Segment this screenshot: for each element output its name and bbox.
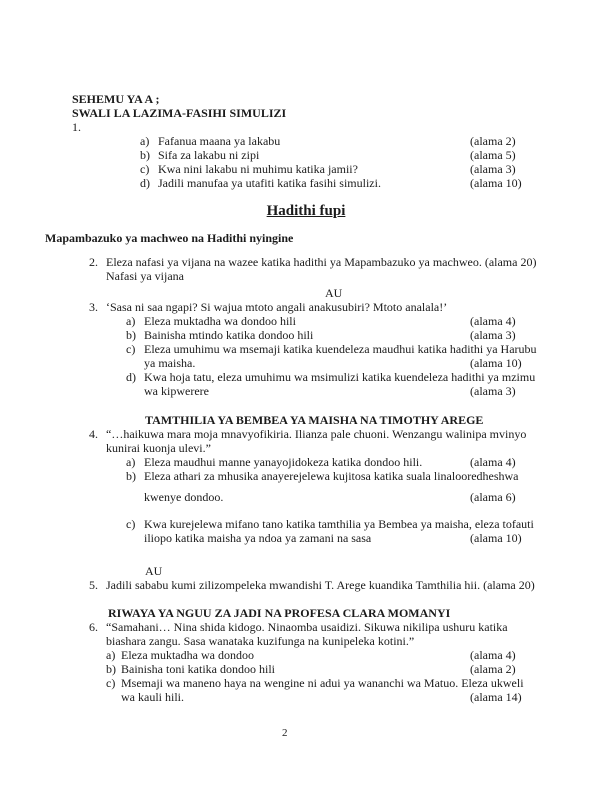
question-6-item-b bbox=[0, 662, 612, 676]
question-6-quote-continuation: biashara zangu. Sasa wanataka kuzifunga na kunipeleka kotini.” bbox=[106, 634, 415, 648]
question-6-item-c-continuation bbox=[0, 690, 612, 704]
marks-label: (alama 3) bbox=[470, 162, 516, 176]
question-number: 2. bbox=[89, 255, 98, 269]
question-4 bbox=[0, 427, 612, 441]
item-text: Eleza maudhui manne yanayojidokeza katika dondoo hili. bbox=[144, 455, 423, 469]
riwaya-section-heading: RIWAYA YA NGUU ZA JADI NA PROFESA CLARA MOMANYI bbox=[108, 606, 451, 620]
item-text: Kwa hoja tatu, eleza umuhimu wa msimulizi katika kuendeleza hadithi ya mzimu bbox=[144, 370, 536, 384]
marks-label: (alama 14) bbox=[470, 690, 522, 704]
marks-label: (alama 5) bbox=[470, 148, 516, 162]
item-text: kwenye dondoo. bbox=[144, 490, 224, 504]
section-a-heading-line2: SWALI LA LAZIMA-FASIHI SIMULIZI bbox=[72, 106, 287, 120]
question-number: 4. bbox=[89, 427, 98, 441]
marks-label: (alama 20) bbox=[483, 578, 535, 592]
question-4-item-b bbox=[0, 469, 612, 483]
page-content bbox=[0, 92, 612, 704]
question-6 bbox=[0, 620, 612, 634]
item-letter: b) bbox=[140, 148, 150, 162]
item-text: ya maisha. bbox=[144, 356, 196, 370]
question-text: Jadili sababu kumi zilizompeleka mwandishi T. Arege kuandika Tamthilia hii. bbox=[106, 578, 481, 592]
tamthilia-section-heading: TAMTHILIA YA BEMBEA YA MAISHA NA TIMOTHY AREGE bbox=[145, 413, 484, 427]
hadithi-fupi-title: Hadithi fupi bbox=[266, 203, 346, 219]
item-text: Kwa nini lakabu ni muhimu katika jamii? bbox=[158, 162, 358, 176]
item-letter: a) bbox=[106, 648, 116, 662]
item-letter: b) bbox=[126, 328, 136, 342]
question-number: 5. bbox=[89, 578, 98, 592]
item-text: wa kipwerere bbox=[144, 384, 209, 398]
marks-label: (alama 6) bbox=[470, 490, 516, 504]
item-letter: a) bbox=[126, 455, 136, 469]
question-text: Eleza nafasi ya vijana na wazee katika hadithi ya Mapambazuko ya machweo. bbox=[106, 255, 482, 269]
question-6-item-c bbox=[0, 676, 612, 690]
question-1-number: 1. bbox=[72, 120, 81, 134]
item-text: Fafanua maana ya lakabu bbox=[158, 134, 281, 148]
question-3-item-d-continuation bbox=[0, 384, 612, 398]
question-4-item-c-continuation bbox=[0, 531, 612, 545]
item-letter: a) bbox=[126, 314, 136, 328]
question-3 bbox=[0, 300, 612, 314]
item-letter: c) bbox=[140, 162, 150, 176]
question-4-quote-continuation: kunirai kuonja ulevi.” bbox=[106, 441, 211, 455]
quote-line: “Samahani… Nina shida kidogo. Ninaomba usaidizi. Sikuwa nikilipa ushuru katika bbox=[106, 620, 508, 634]
item-letter: c) bbox=[126, 342, 136, 356]
item-letter: d) bbox=[126, 370, 136, 384]
item-letter: c) bbox=[106, 676, 116, 690]
quote-line: “…haikuwa mara moja mnavyofikiria. Ilianza pale chuoni. Wenzangu walinipa mvinyo bbox=[106, 427, 527, 441]
question-4-item-c bbox=[0, 517, 612, 531]
marks-label: (alama 10) bbox=[470, 531, 522, 545]
question-1-item-c bbox=[0, 162, 612, 176]
page-number: 2 bbox=[282, 727, 288, 739]
marks-label: (alama 10) bbox=[470, 176, 522, 190]
item-letter: b) bbox=[126, 469, 136, 483]
question-4-item-a bbox=[0, 455, 612, 469]
question-2 bbox=[0, 255, 612, 269]
marks-label: (alama 3) bbox=[470, 384, 516, 398]
marks-label: (alama 3) bbox=[470, 328, 516, 342]
item-text: Jadili manufaa ya utafiti katika fasihi simulizi. bbox=[158, 176, 381, 190]
question-6-item-a bbox=[0, 648, 612, 662]
question-number: 3. bbox=[89, 300, 98, 314]
question-3-item-c-continuation bbox=[0, 356, 612, 370]
book-title-mapambazuko: Mapambazuko ya machweo na Hadithi nyingine bbox=[45, 231, 294, 245]
item-text: Bainisha mtindo katika dondoo hili bbox=[144, 328, 314, 342]
question-2-continuation: Nafasi ya vijana bbox=[106, 269, 184, 283]
item-text: wa kauli hili. bbox=[121, 690, 184, 704]
item-text: Eleza athari za mhusika anayerejelewa kujitosa katika suala linalooredheshwa bbox=[144, 469, 519, 483]
item-text: Bainisha toni katika dondoo hili bbox=[121, 662, 275, 676]
item-text: Eleza muktadha wa dondoo bbox=[121, 648, 254, 662]
marks-label: (alama 10) bbox=[470, 356, 522, 370]
marks-label: (alama 4) bbox=[470, 648, 516, 662]
au-separator: AU bbox=[325, 286, 343, 300]
item-letter: d) bbox=[140, 176, 150, 190]
question-1-item-d bbox=[0, 176, 612, 190]
marks-label: (alama 2) bbox=[470, 662, 516, 676]
question-3-item-a bbox=[0, 314, 612, 328]
item-text: iliopo katika maisha ya ndoa ya zamani na sasa bbox=[144, 531, 372, 545]
marks-label: (alama 2) bbox=[470, 134, 516, 148]
question-1-item-a bbox=[0, 134, 612, 148]
question-3-item-d bbox=[0, 370, 612, 384]
section-a-heading-line1: SEHEMU YA A ; bbox=[72, 92, 160, 106]
au-separator: AU bbox=[145, 564, 163, 578]
question-number: 6. bbox=[89, 620, 98, 634]
question-5 bbox=[0, 578, 612, 592]
item-text: Kwa kurejelewa mifano tano katika tamthilia ya Bembea ya maisha, eleza tofauti bbox=[144, 517, 534, 531]
item-letter: a) bbox=[140, 134, 150, 148]
item-letter: c) bbox=[126, 517, 136, 531]
question-1-item-b bbox=[0, 148, 612, 162]
marks-label: (alama 4) bbox=[470, 314, 516, 328]
question-3-item-b bbox=[0, 328, 612, 342]
item-text: Eleza muktadha wa dondoo hili bbox=[144, 314, 296, 328]
item-letter: b) bbox=[106, 662, 116, 676]
item-text: Eleza umuhimu wa msemaji katika kuendeleza maudhui katika hadithi ya Harubu bbox=[144, 342, 537, 356]
item-text: Sifa za lakabu ni zipi bbox=[158, 148, 260, 162]
marks-label: (alama 20) bbox=[484, 255, 537, 269]
question-4-item-b-continuation bbox=[0, 490, 612, 504]
item-text: Msemaji wa maneno haya na wengine ni adui ya wananchi wa Matuo. Eleza ukweli bbox=[121, 676, 524, 690]
quote-line: ‘Sasa ni saa ngapi? Si wajua mtoto angali anakusubiri? Mtoto analala!’ bbox=[106, 300, 448, 314]
marks-label: (alama 4) bbox=[470, 455, 516, 469]
question-3-item-c bbox=[0, 342, 612, 356]
